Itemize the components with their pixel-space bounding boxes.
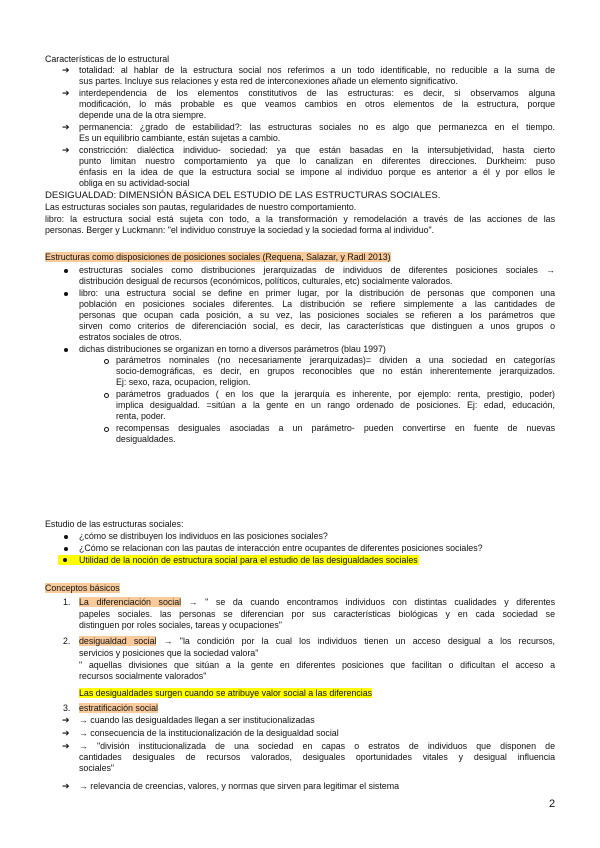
- text-line: población en posiciones sociales diferentes. La distribución se refiere simplemente a las cantidades de: [79, 299, 555, 309]
- text-line: parámetros nominales (no necesariamente jerarquizadas)= dividen a una sociedad en categorías: [116, 355, 555, 365]
- concept-text: → " se da cuando encontramos individuos con distintas cualidades y diferentes: [181, 597, 555, 607]
- arrow-bullet-icon: ➔: [62, 88, 70, 98]
- bullet-dot-icon: [64, 547, 68, 551]
- list-number: 2.: [63, 636, 71, 646]
- bullet-dot-icon: [64, 535, 68, 539]
- bullet-dot-icon: [64, 292, 68, 296]
- bullet-circle-icon: [104, 393, 109, 398]
- text-line: renta, poder.: [116, 411, 166, 421]
- list-number: 3.: [63, 703, 71, 713]
- bullet-dot-icon: [64, 348, 68, 352]
- text-line: dichas distribuciones se organizan en torno a diversos parámetros (blau 1997): [79, 344, 386, 354]
- arrow-bullet-icon: ➔: [62, 122, 70, 132]
- highlighted-line: [79, 688, 372, 699]
- bullet-circle-icon: [104, 359, 109, 364]
- text-line: → consecuencia de la institucionalización de la desigualdad social: [79, 728, 339, 738]
- text-line: distinguen por roles sociales, tareas y ocupaciones": [79, 620, 282, 630]
- list-number: 1.: [63, 597, 71, 607]
- text-line: Ej: sexo, raza, ocupacion, religion.: [116, 377, 251, 387]
- highlighted-line: [58, 555, 419, 566]
- text-line: libro: una estructura social se define en primer lugar, por la distribución de personas que componen una: [79, 288, 555, 298]
- concept-term: estratificación social: [79, 703, 158, 713]
- arrow-bullet-icon: ➔: [62, 728, 70, 738]
- arrow-bullet-icon: ➔: [62, 145, 70, 155]
- text-line: → "división institucionalizada de una sociedad en capas o estratos de individuos que disponen de: [79, 741, 555, 751]
- text-line: → relevancia de creencias, valores, y normas que sirven para legitimar el sistema: [79, 781, 399, 791]
- text-line: recompensas desiguales asociadas a un parámetro- pueden convertirse en fuente de nuevas: [116, 423, 555, 433]
- text-line: ¿cómo se distribuyen los individuos en las posiciones sociales?: [79, 531, 328, 541]
- highlighted-text: Las desigualdades surgen cuando se atribuye valor social a las diferencias: [79, 688, 373, 698]
- text-line: papeles sociales. las personas se diferencian por sus características biológicas y en cada sociedad se: [79, 609, 555, 619]
- arrow-bullet-icon: ➔: [62, 741, 70, 751]
- text-line: interdependencia de los elementos constitutivos de las estructuras: es decir, si observamos alguna: [79, 88, 555, 98]
- text-line: modificación, lo más probable es que veamos cambios en otros elementos de la estructura, porque: [79, 99, 555, 109]
- text-line: totalidad: al hablar de la estructura social nos referimos a un todo identificable, no reducible a la suma de: [79, 65, 555, 75]
- text-line: Las estructuras sociales son pautas, regularidades de nuestro comportamiento.: [45, 202, 357, 212]
- text-line: distribución desigual de recursos (económicos, políticos, culturales, etc) socialmente valorados.: [79, 276, 453, 286]
- bullet-dot-icon: [64, 269, 68, 273]
- text-line: libro: la estructura social está sujeta con todo, a la transformación y remodelación a través de las acciones de las: [45, 214, 555, 224]
- bullet-circle-icon: [104, 427, 109, 432]
- text-line: servicios y posiciones que la sociedad valora": [79, 648, 259, 658]
- section-heading-caracteristicas: Características de lo estructural: [45, 54, 170, 64]
- arrow-bullet-icon: ➔: [62, 65, 70, 75]
- text-line: depende una de la otra siempre.: [79, 110, 207, 120]
- concept-text: → "la condición por la cual los individuos tienen un acceso desigual a los recursos,: [156, 636, 555, 646]
- text-line: estratos sociales de otros.: [79, 332, 182, 342]
- arrow-bullet-icon: ➔: [62, 781, 70, 791]
- text-line: desigualdades.: [116, 434, 176, 444]
- concept-line: [79, 636, 555, 647]
- text-line: parámetros graduados ( en los que la jerarquía es inherente, por ejemplo: renta, prestigio, poder): [116, 389, 555, 399]
- section-heading-estudio: Estudio de las estructuras sociales:: [45, 519, 184, 529]
- arrow-bullet-icon: ➔: [62, 715, 70, 725]
- text-line: cantidades desiguales de recursos valorados, desiguales oportunidades vitales y desigual influencia: [79, 752, 555, 762]
- bullet-dot-icon: [63, 558, 67, 562]
- text-line: sociales": [79, 763, 115, 773]
- section-heading-conceptos: [45, 583, 120, 594]
- highlighted-heading: Conceptos básicos: [45, 583, 120, 593]
- concept-line: [79, 597, 555, 608]
- text-line: ¿Cómo se relacionan con las pautas de interacción entre ocupantes de diferentes posiciones sociales?: [79, 543, 483, 553]
- text-line: énfasis en la idea de que la estructura social se impone al individuo porque es anterior a él y por ellos le: [79, 167, 555, 177]
- text-line: " aquellas divisiones que sitúan a la gente en diferentes posiciones que facilitan o dificultan el acceso a: [79, 660, 555, 670]
- highlighted-heading: Estructuras como disposiciones de posiciones sociales (Requena, Salazar, y Radl 2013): [45, 252, 391, 262]
- section-heading-estructuras: [45, 252, 391, 263]
- text-line: personas. Berger y Luckmann: "el individuo construye la sociedad y la sociedad forma al individuo".: [45, 225, 435, 235]
- text-line: socio-demográficas, es decir, en grupos reconocibles que no están inherentemente jerarquizados.: [116, 366, 555, 376]
- text-line: sirven como criterios de diferenciación social, es decir, las características que distinguen a unos grupos o: [79, 321, 555, 331]
- text-line: obliga en su actividad-social: [79, 178, 190, 188]
- text-line: punto limitan nuestro comportamiento ya que lo canalizan en diferentes direcciones. Durkheim: puso: [79, 156, 555, 166]
- desigualdad-title: DESIGUALDAD: DIMENSIÓN BÁSICA DEL ESTUDIO DE LAS ESTRUCTURAS SOCIALES.: [45, 190, 441, 201]
- text-line: estructuras sociales como distribuciones jerarquizadas de individuos de diferentes posiciones sociales →: [79, 265, 555, 275]
- highlighted-text: Utilidad de la noción de estructura social para el estudio de las desigualdades sociales: [79, 555, 418, 565]
- text-line: sus partes. Incluye sus relaciones y esta red de interconexiones añade un elemento significativo.: [79, 76, 458, 86]
- text-line: personas que ocupan cada posición, a su vez, las posiciones sociales se refieren a los parámetros que: [79, 310, 555, 320]
- concept-term: desigualdad social: [79, 636, 157, 646]
- text-line: implica desigualdad. =sitúan a la gente en un rango ordenado de posiciones. Ej: edad, educación,: [116, 400, 555, 410]
- concept-term: La diferenciación social: [79, 597, 182, 607]
- concept-line: [79, 703, 158, 714]
- page-number: 2: [549, 798, 556, 810]
- text-line: permanencia: ¿grado de estabilidad?: las estructuras sociales no es algo que permanezca en el tiempo.: [79, 122, 555, 132]
- text-line: constricción: dialéctica individuo- sociedad: ya que están basadas en la intersubjetividad, hasta cierto: [79, 145, 555, 155]
- text-line: Es un equilibrio cambiante, están sujetas a cambio.: [79, 133, 281, 143]
- text-line: recursos socialmente valorados": [79, 671, 207, 681]
- text-line: → cuando las desigualdades llegan a ser institucionalizadas: [79, 715, 315, 725]
